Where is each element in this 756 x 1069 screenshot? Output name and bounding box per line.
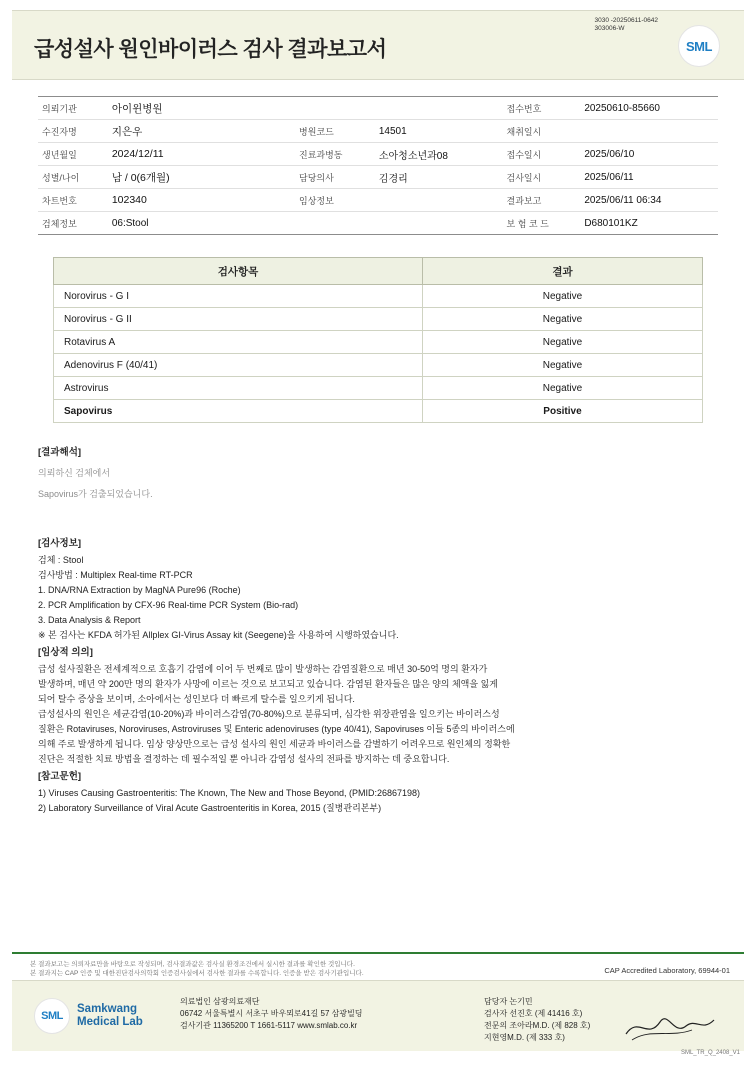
table-row [38, 120, 718, 143]
table-row [54, 285, 703, 308]
clinical-line: 발생하며, 매년 약 200만 명의 환자가 사망에 이르는 것으로 보고되고 있습니다. 감염된 환자들은 많은 양의 체액을 잃게 [38, 679, 498, 689]
clinical-line: 급성설사의 원인은 세균감염(10-20%)과 바이러스감염(70-80%)으로 분류되며, 심각한 위장관염을 일으키는 바이러스성 [38, 709, 500, 719]
field-value: 소아청소년과08 [375, 143, 503, 166]
section-title: [검사정보] [38, 538, 82, 549]
result-value: Negative [422, 354, 702, 377]
field-label: 병원코드 [295, 120, 375, 143]
field-value: 2025/06/10 [580, 143, 718, 166]
field-label: 검사일시 [503, 166, 581, 189]
references-section [38, 769, 718, 816]
result-value: Negative [422, 308, 702, 331]
section-title: [임상적 의의] [38, 647, 93, 658]
clinical-line: 질환은 Rotaviruses, Noroviruses, Astroviruses 및 Enteric adenoviruses (type 40/41), Sapoviruses 이들 5종의 바이러스에 [38, 724, 515, 734]
section-title: [결과해석] [38, 447, 82, 458]
test-info-section [38, 536, 718, 643]
field-label [295, 212, 375, 235]
field-label: 차트번호 [38, 189, 108, 212]
footer-disclaimer-line-2: 본 결과지는 CAP 인증 및 대한진단검사의학회 인증검사실에서 검사한 결과를 수록합니다. 인증을 받은 검사기관입니다. [30, 970, 364, 977]
field-value: 남 / 0(6개월) [108, 166, 295, 189]
field-label: 담당의사 [295, 166, 375, 189]
field-label: 수진자명 [38, 120, 108, 143]
signature-line-4: 지현영M.D. (제 333 호) [484, 1033, 565, 1042]
field-value: 2024/12/11 [108, 143, 295, 166]
result-item-name: Sapovirus [54, 400, 423, 423]
page-title: 급성설사 원인바이러스 검사 결과보고서 [34, 38, 387, 61]
field-value: 김경리 [375, 166, 503, 189]
result-item-name: Norovirus - G II [54, 308, 423, 331]
sml-logo-text: SML [686, 38, 712, 54]
result-value: Negative [422, 331, 702, 354]
sml-logo [668, 25, 730, 67]
section-title: [참고문헌] [38, 771, 82, 782]
table-row [38, 143, 718, 166]
cap-accreditation: CAP Accredited Laboratory, 69944-01 [604, 966, 730, 975]
result-item-name: Rotavirus A [54, 331, 423, 354]
result-item-name: Adenovirus F (40/41) [54, 354, 423, 377]
clinical-section [38, 645, 718, 767]
table-row [54, 354, 703, 377]
test-info-line: 검사방법 : Multiplex Real-time RT-PCR [38, 570, 193, 580]
field-value: 06:Stool [108, 212, 295, 235]
footer-disclaimer-line-1: 본 결과보고는 의뢰자료만을 바탕으로 작성되며, 검사결과값은 검사실 환경조건에서 실시한 결과를 확인한 것입니다. [30, 961, 355, 968]
results-header-row [54, 258, 703, 285]
address-line-1: 의료법인 삼광의료재단 [180, 997, 260, 1006]
test-info-line: 2. PCR Amplification by CFX-96 Real-time PCR System (Bio-rad) [38, 600, 299, 610]
column-header-result: 결과 [422, 258, 702, 285]
field-label [295, 97, 375, 120]
field-label: 생년월일 [38, 143, 108, 166]
clinical-line: 의해 주로 발생하게 됩니다. 임상 양상만으로는 급성 설사의 원인 세균과 바이러스를 감별하기 어려우므로 원인체의 정확한 [38, 739, 511, 749]
field-label: 결과보고 [503, 189, 581, 212]
table-row [54, 377, 703, 400]
field-value: 아이윈병원 [108, 97, 295, 120]
field-value [375, 212, 503, 235]
field-value [375, 189, 503, 212]
test-info-line: 검체 : Stool [38, 555, 84, 565]
address-line-2: 06742 서울특별시 서초구 바우뫼로41길 57 삼광빌딩 [180, 1009, 363, 1018]
field-value: 14501 [375, 120, 503, 143]
table-row [38, 189, 718, 212]
field-value: 20250610-85660 [580, 97, 718, 120]
test-info-line: ※ 본 검사는 KFDA 허가된 Allplex GI-Virus Assay kit (Seegene)을 사용하여 시행하였습니다. [38, 630, 399, 640]
footer-logo [34, 998, 143, 1034]
clinical-line: 진단은 적절한 치료 방법을 결정하는 데 필수적일 뿐 아니라 감염성 설사의 전파를 방지하는 데 중요합니다. [38, 754, 450, 764]
header-code-line-2: 303006-W [594, 25, 625, 32]
table-row [54, 331, 703, 354]
address-line-3: 검사기관 11365200 T 1661-5117 www.smlab.co.kr [180, 1021, 358, 1030]
results-table [53, 257, 703, 423]
clinical-line: 급성 설사질환은 전세계적으로 호흡기 감염에 이어 두 번째로 많이 발생하는 감염질환으로 매년 30-50억 명의 환자가 [38, 664, 488, 674]
field-value: 지은우 [108, 120, 295, 143]
field-label: 보 험 코 드 [503, 212, 581, 235]
sml-logo-text: SML [41, 1010, 63, 1022]
company-name-line-1: Samkwang [77, 1003, 138, 1015]
field-label: 채취일시 [503, 120, 581, 143]
table-row [54, 308, 703, 331]
field-label: 의뢰기관 [38, 97, 108, 120]
signature-line-2: 검사자 선진호 (제 41416 호) [484, 1009, 583, 1018]
header-codes [595, 17, 659, 33]
clinical-line: 되어 탈수 증상을 보이며, 소아에서는 성인보다 더 빠르게 탈수를 일으키게 됩니다. [38, 694, 355, 704]
field-label: 진료과병동 [295, 143, 375, 166]
table-row [38, 166, 718, 189]
test-info-line: 1. DNA/RNA Extraction by MagNA Pure96 (Roche) [38, 585, 241, 595]
footer-disclaimer [30, 960, 460, 978]
interpretation-section [38, 445, 718, 502]
field-label: 성별/나이 [38, 166, 108, 189]
handwritten-signature-icon [622, 1010, 716, 1044]
result-value: Negative [422, 285, 702, 308]
patient-info-table [38, 96, 718, 235]
field-value: 2025/06/11 06:34 [580, 189, 718, 212]
field-label: 검체정보 [38, 212, 108, 235]
interpretation-line-1: 의뢰하신 검체에서 [38, 468, 111, 478]
table-row [38, 97, 718, 120]
reference-line: 1) Viruses Causing Gastroenteritis: The Known, The New and Those Beyond, (PMID:26867198) [38, 788, 421, 798]
company-address [180, 996, 363, 1032]
field-value: 102340 [108, 189, 295, 212]
field-label: 임상정보 [295, 189, 375, 212]
report-header [12, 10, 744, 80]
signature-line-3: 전문의 조아라M.D. (제 828 호) [484, 1021, 591, 1030]
column-header-item: 검사항목 [54, 258, 423, 285]
company-name-line-2: Medical Lab [77, 1016, 143, 1028]
signature-line-1: 담당자 논기민 [484, 997, 533, 1006]
test-info-line: 3. Data Analysis & Report [38, 615, 141, 625]
field-label: 접수일시 [503, 143, 581, 166]
field-value: D680101KZ [580, 212, 718, 235]
interpretation-line-2: Sapovirus가 검출되었습니다. [38, 489, 153, 499]
table-row [54, 400, 703, 423]
table-row [38, 212, 718, 235]
result-value: Positive [422, 400, 702, 423]
header-code-line-1: 3030 -20250611-0642 [594, 17, 658, 24]
reference-line: 2) Laboratory Surveillance of Viral Acute Gastroenteritis in Korea, 2015 (질병관리본부) [38, 803, 382, 813]
result-value: Negative [422, 377, 702, 400]
field-label: 접수번호 [503, 97, 581, 120]
signature-block [484, 996, 590, 1044]
company-name [77, 1003, 143, 1029]
footer-divider [12, 952, 744, 954]
field-value: 2025/06/11 [580, 166, 718, 189]
result-item-name: Astrovirus [54, 377, 423, 400]
field-value [375, 97, 503, 120]
result-item-name: Norovirus - G I [54, 285, 423, 308]
document-code: SML_TR_Q_2408_V1 [680, 1050, 740, 1056]
field-value [580, 120, 718, 143]
